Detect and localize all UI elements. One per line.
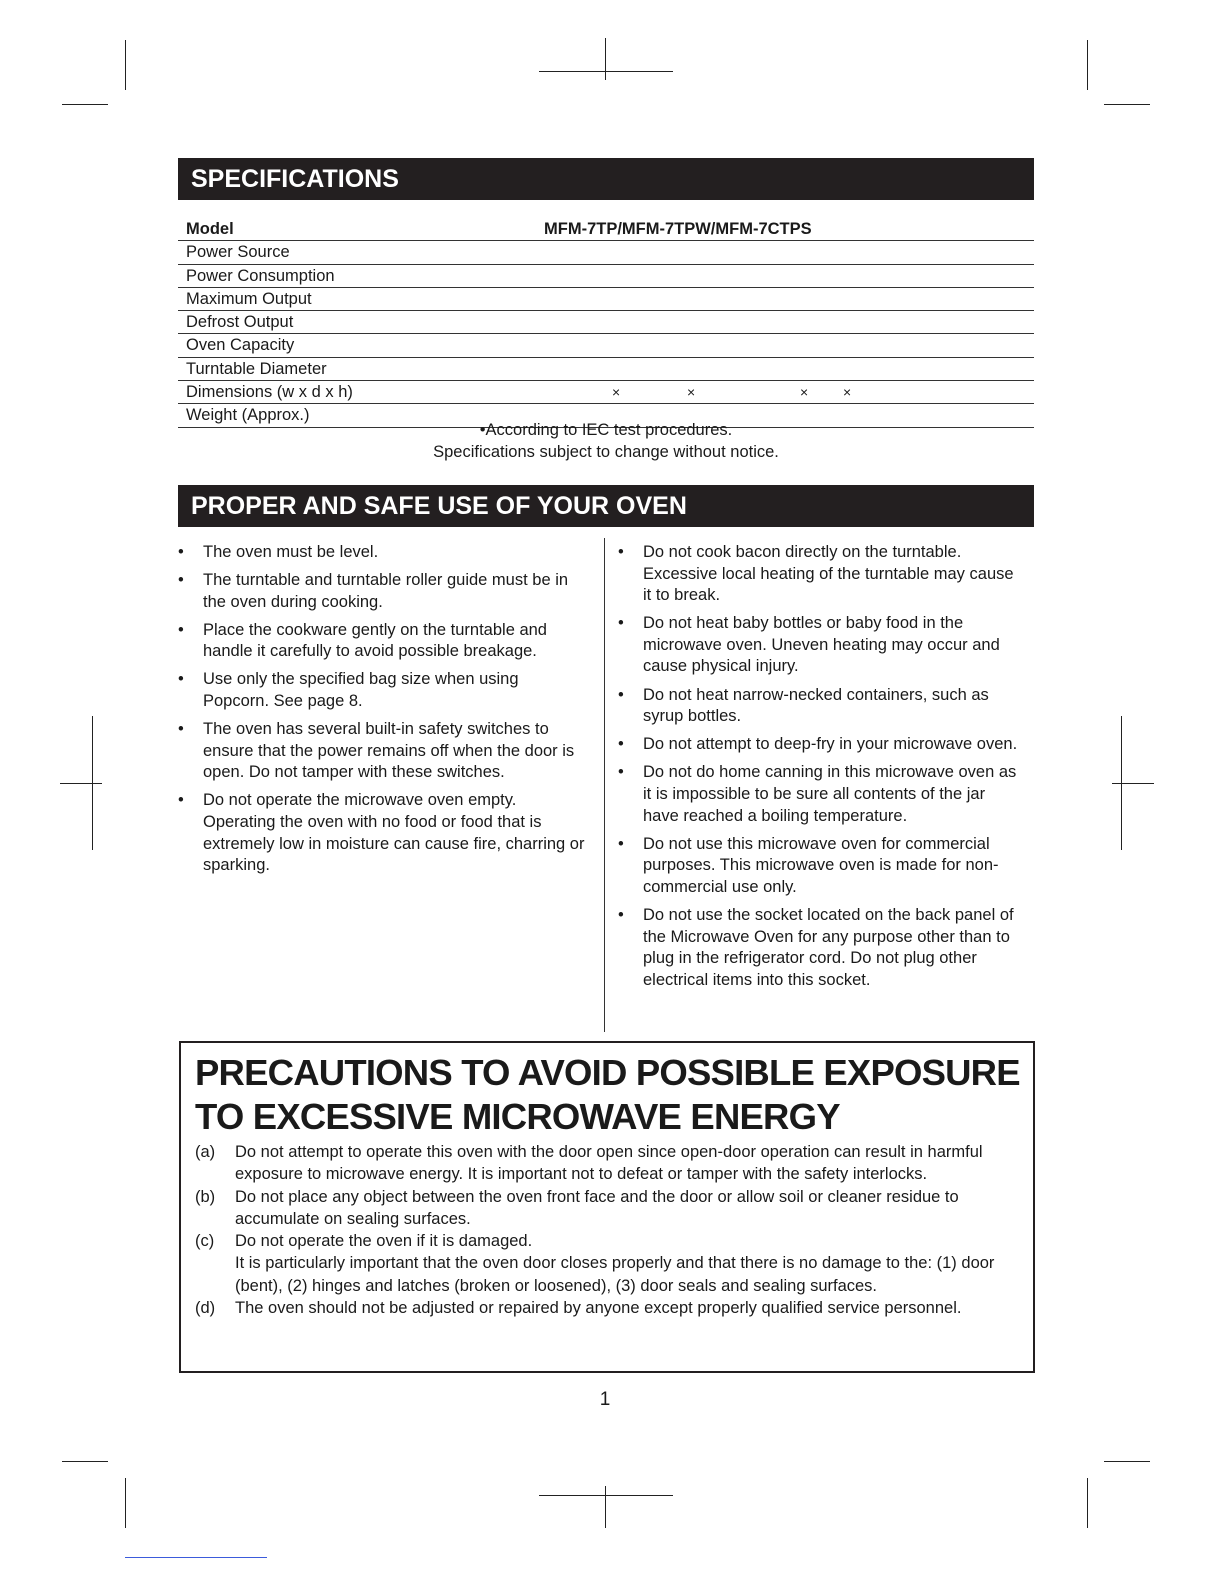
spec-table [178, 218, 1034, 428]
spec-row [178, 288, 1034, 311]
proper-use-heading-text: PROPER AND SAFE USE OF YOUR OVEN [191, 491, 687, 520]
bottom-rule [125, 1557, 267, 1558]
bullet-icon: • [618, 685, 624, 704]
list-item [618, 834, 1018, 899]
bullet-icon: • [618, 735, 624, 754]
list-item-text: The turntable and turntable roller guide must be in the oven during cooking. [203, 571, 569, 611]
precautions-title [195, 1051, 1020, 1139]
spec-header-label: Model [186, 220, 234, 238]
bullet-icon: • [178, 670, 184, 689]
page-number: 1 [599, 1389, 611, 1410]
bullet-icon: • [618, 834, 624, 853]
list-item-text: Do not use this microwave oven for commercial purposes. This microwave oven is made for non-commercial use only. [643, 834, 999, 896]
list-item [618, 734, 1018, 756]
list-item [195, 1297, 1025, 1319]
list-item-text: Do not cook bacon directly on the turntable. Excessive local heating of the turntable may cause it to break. [643, 543, 1014, 605]
bullet-icon: • [178, 620, 184, 639]
list-item [195, 1230, 1025, 1297]
specifications-heading [178, 158, 1034, 200]
spec-label: Power Consumption [186, 266, 335, 285]
bullet-icon: • [178, 543, 184, 561]
list-item-text: Use only the specified bag size when using Popcorn. See page 8. [203, 670, 519, 711]
spec-row [178, 358, 1034, 381]
list-item [195, 1186, 1025, 1231]
spec-label: Dimensions (w x d x h) [186, 383, 353, 402]
list-item [178, 790, 588, 876]
precautions-title-line2: TO EXCESSIVE MICROWAVE ENERGY [195, 1096, 840, 1137]
list-item [618, 762, 1018, 827]
bullet-icon: • [618, 905, 624, 924]
iec-note: •According to IEC test procedures. [479, 421, 733, 439]
list-item-text: Place the cookware gently on the turntable and handle it carefully to avoid possible breakage. [203, 620, 547, 661]
list-item [618, 905, 1018, 991]
spec-header-value: MFM-7TP/MFM-7TPW/MFM-7CTPS [544, 220, 812, 238]
spec-label: Oven Capacity [186, 336, 295, 355]
precautions-title-line1: PRECAUTIONS TO AVOID POSSIBLE EXPOSURE [195, 1052, 1020, 1093]
list-item [178, 719, 588, 784]
list-item [195, 1141, 1025, 1186]
bullet-icon: • [618, 614, 624, 633]
list-item-text: Do not attempt to deep-fry in your microwave oven. [643, 735, 1018, 754]
list-item-text-continued: It is particularly important that the oven door closes properly and that there is no damage to the: (1) door (bent), (2) hinges and latches (broken or loosened), (3) door seals and sealing surfaces. [235, 1254, 995, 1295]
dimension-times-mark: × [687, 384, 696, 401]
list-item-text: Do not do home canning in this microwave oven as it is impossible to be sure all contents of the jar have reached a boiling temperature. [643, 763, 1017, 825]
list-item-text: Do not place any object between the oven front face and the door or allow soil or cleaner residue to accumulate on sealing surfaces. [235, 1187, 959, 1228]
bullet-icon: • [178, 571, 184, 590]
list-item-text: Do not heat narrow-necked containers, such as syrup bottles. [643, 685, 989, 726]
proper-use-heading [178, 485, 1034, 527]
spec-row [178, 241, 1034, 264]
spec-label: Weight (Approx.) [186, 406, 310, 425]
list-item-text: The oven has several built-in safety switches to ensure that the power remains off when the door is open. Do not tamper with these switches. [203, 720, 575, 782]
bullet-icon: • [178, 720, 184, 739]
list-item [178, 542, 588, 564]
spec-row [178, 265, 1034, 288]
list-item [178, 570, 588, 613]
list-item-text: Do not operate the oven if it is damaged. [235, 1232, 533, 1251]
list-item [618, 685, 1018, 728]
list-item [178, 669, 588, 712]
proper-use-left-column [178, 542, 588, 883]
precautions-box [179, 1041, 1035, 1373]
precautions-list [195, 1141, 1025, 1319]
list-item [178, 620, 588, 663]
spec-label: Power Source [186, 243, 290, 262]
spec-row [178, 381, 1034, 404]
spec-row [178, 311, 1034, 334]
spec-label: Maximum Output [186, 289, 312, 308]
list-item-text: The oven must be level. [203, 543, 379, 561]
list-item-text: Do not use the socket located on the back panel of the Microwave Oven for any purpose other than to plug in the refrigerator cord. Do not plug other electrical items into this socket. [643, 905, 1014, 989]
list-item [618, 542, 1018, 607]
dimension-times-mark: × [612, 384, 621, 401]
list-item-text: Do not attempt to operate this oven with the door open since open-door operation can result in harmful exposure to microwave energy. It is important not to defeat or tamper with the safety interlocks. [235, 1143, 983, 1184]
list-item-text: Do not operate the microwave oven empty. Operating the oven with no food or food that is extremely low in moisture can cause fire, charring or sparking. [203, 791, 585, 875]
list-item-text: Do not heat baby bottles or baby food in the microwave oven. Uneven heating may occur and cause physical injury. [643, 614, 1000, 676]
bullet-icon: • [618, 543, 624, 561]
dimension-times-mark: × [843, 384, 852, 401]
spec-notes [178, 420, 1034, 463]
column-divider [604, 538, 605, 1032]
item-letter: (c) [195, 1232, 215, 1251]
spec-row [178, 334, 1034, 357]
bullet-icon: • [618, 763, 624, 782]
specifications-heading-text: SPECIFICATIONS [191, 164, 399, 193]
proper-use-right-column [618, 542, 1018, 998]
spec-label: Defrost Output [186, 313, 294, 332]
spec-label: Turntable Diameter [186, 359, 327, 378]
item-letter: (a) [195, 1143, 216, 1161]
bullet-icon: • [178, 791, 184, 810]
spec-header-row [178, 218, 1034, 241]
item-letter: (b) [195, 1187, 216, 1206]
dimension-times-mark: × [800, 384, 809, 401]
item-letter: (d) [195, 1299, 216, 1318]
list-item [618, 613, 1018, 678]
change-note: Specifications subject to change without notice. [433, 442, 779, 461]
list-item-text: The oven should not be adjusted or repaired by anyone except properly qualified service personnel. [235, 1299, 962, 1318]
